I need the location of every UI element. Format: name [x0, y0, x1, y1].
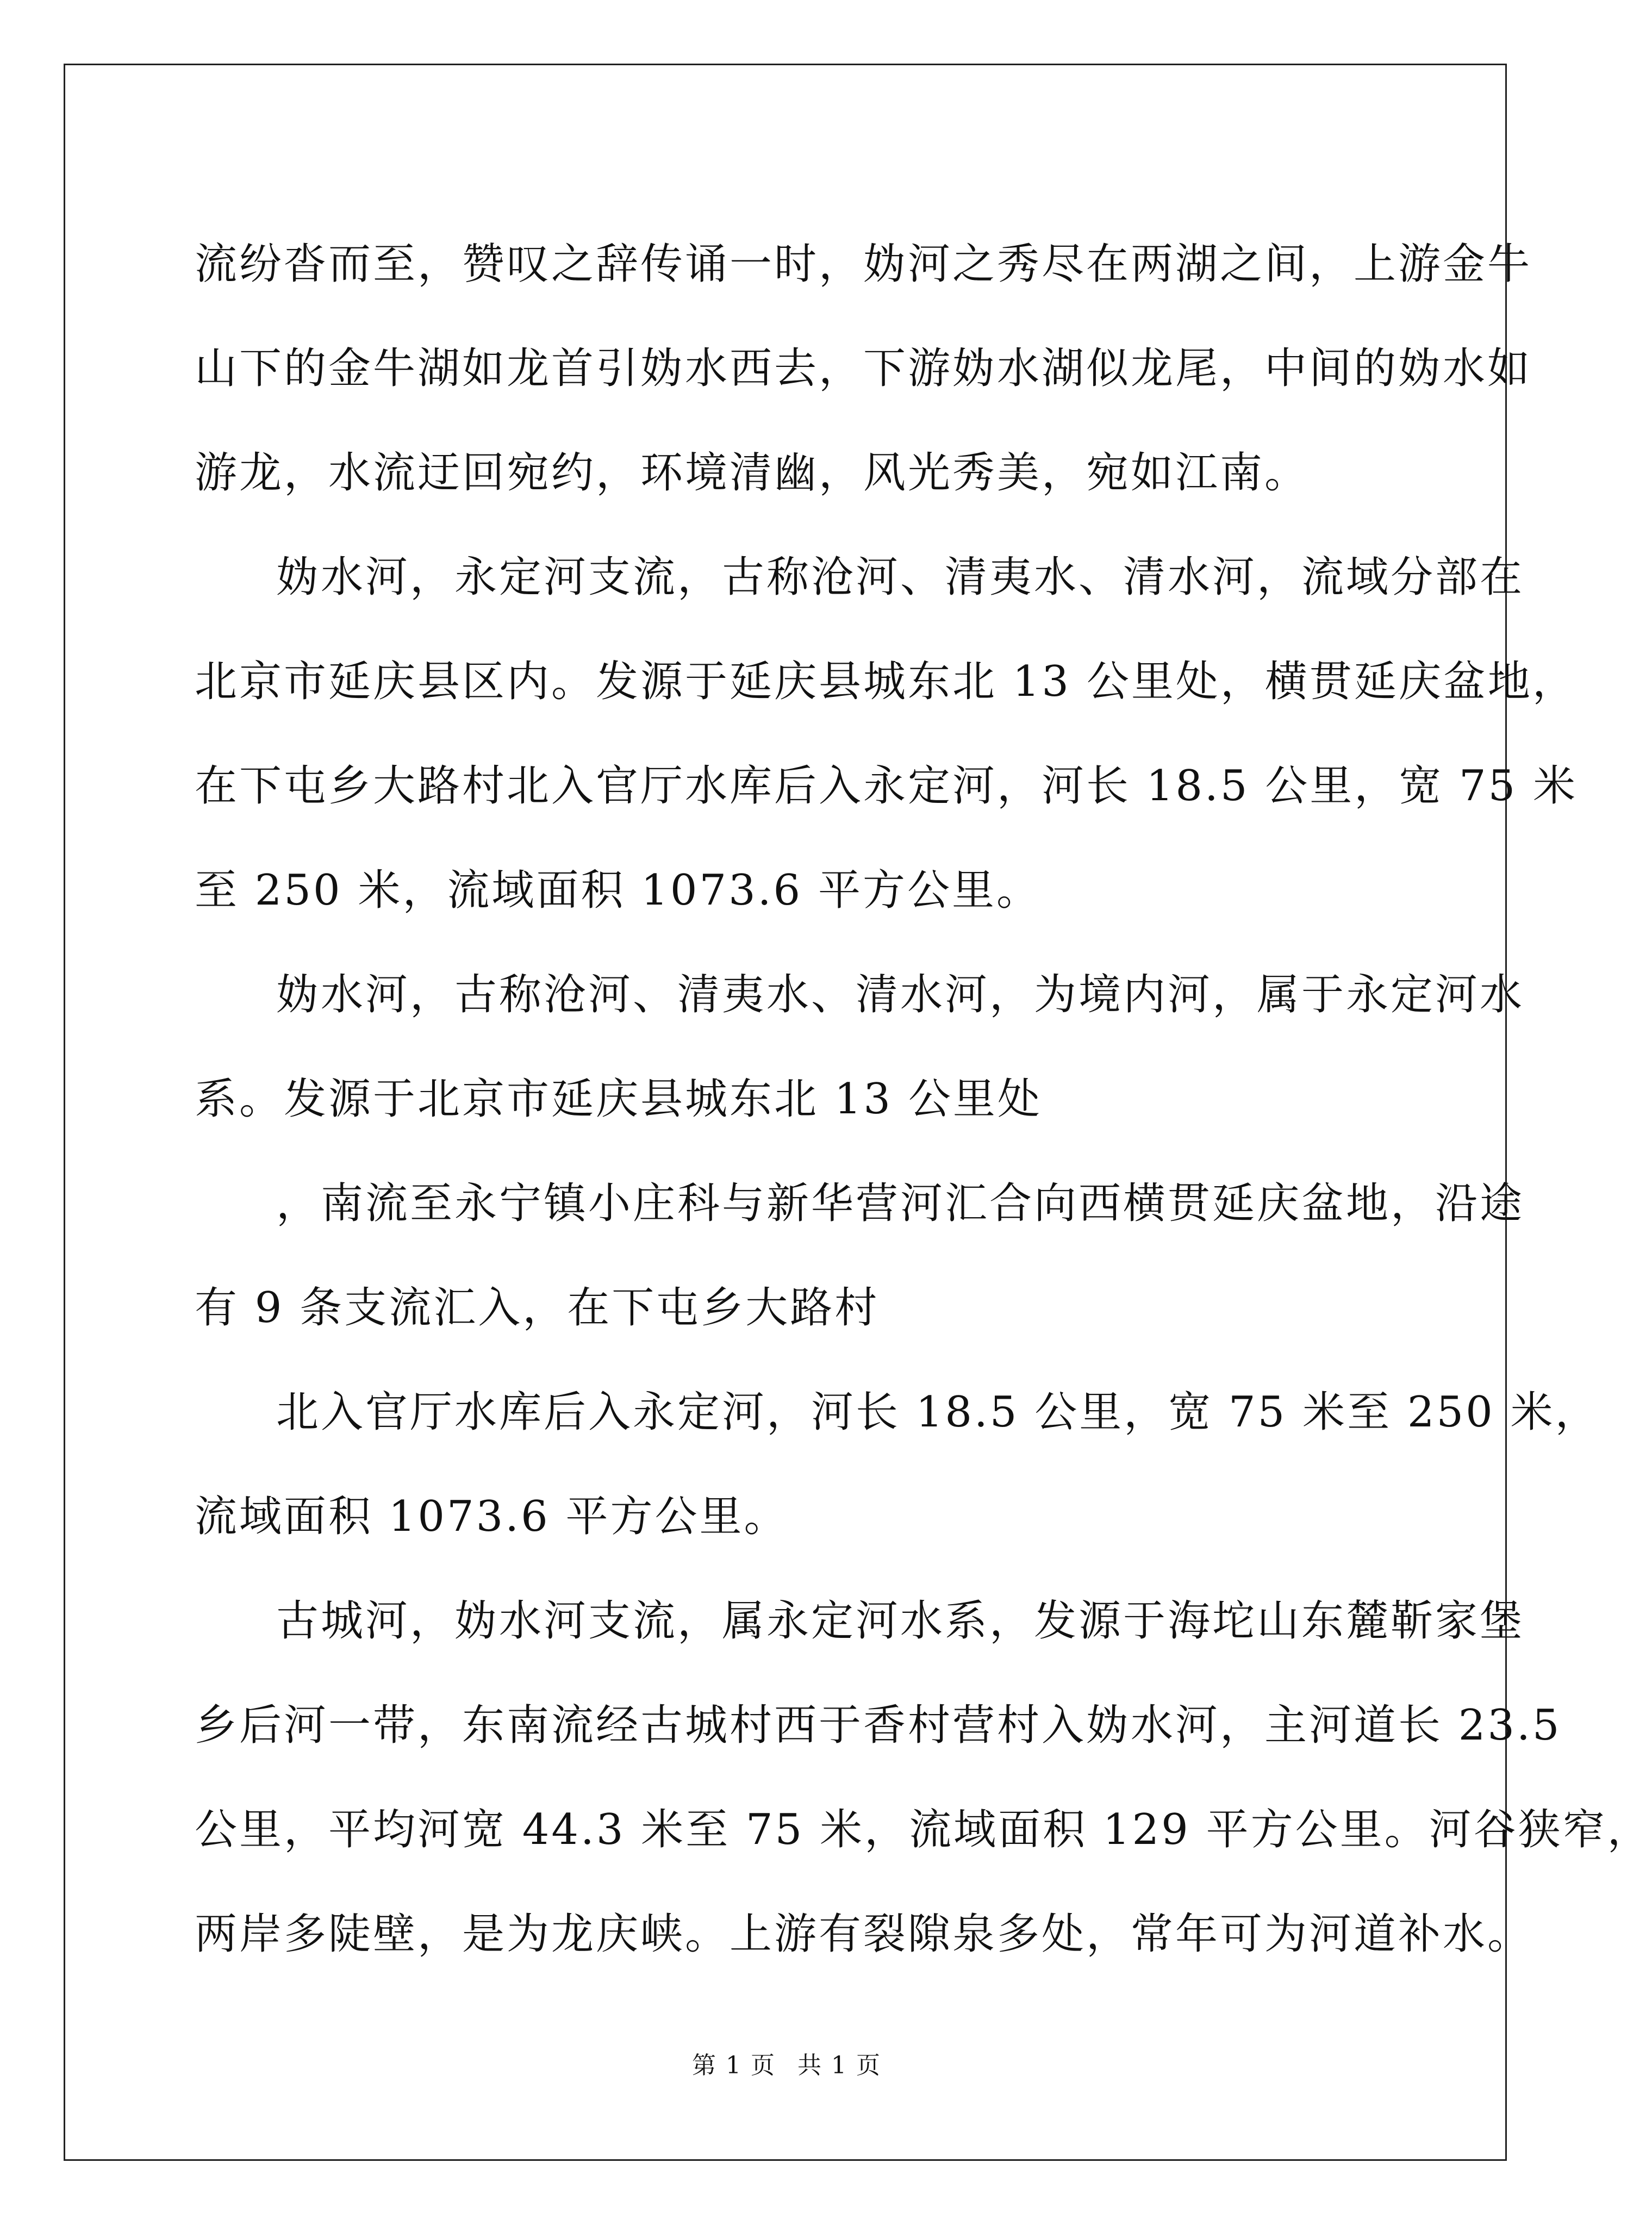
text-line: 乡后河一带，东南流经古城村西于香村营村入妫水河，主河道长 23.5 [195, 1701, 1562, 1750]
text-line: 至 250 米，流域面积 1073.6 平方公里。 [195, 866, 1041, 915]
text-line: 两岸多陡壁，是为龙庆峡。上游有裂隙泉多处，常年可为河道补水。 [195, 1910, 1532, 1959]
paragraph-first-line: 妫水河，永定河支流，古称沧河、清夷水、清水河，流域分部在 [276, 553, 1525, 602]
page-number: 第 1 页 [692, 2052, 776, 2079]
text-line: 公里，平均河宽 44.3 米至 75 米，流域面积 129 平方公里。河谷狭窄， [195, 1805, 1652, 1854]
text-line: 有 9 条支流汇入，在下屯乡大路村 [195, 1283, 880, 1332]
text-line: 北京市延庆县区内。发源于延庆县城东北 13 公里处，横贯延庆盆地， [195, 657, 1577, 706]
text-line: 流域面积 1073.6 平方公里。 [195, 1492, 789, 1541]
text-line: 系。发源于北京市延庆县城东北 13 公里处 [195, 1075, 1042, 1124]
paragraph-first-line: 妫水河，古称沧河、清夷水、清水河，为境内河，属于永定河水 [276, 970, 1525, 1019]
paragraph-first-line: 古城河，妫水河支流，属永定河水系，发源于海坨山东麓靳家堡 [276, 1597, 1525, 1646]
text-line: 山下的金牛湖如龙首引妫水西去，下游妫水湖似龙尾，中间的妫水如 [195, 344, 1532, 393]
document-body [195, 212, 1652, 1986]
text-line: 游龙，水流迂回宛约，环境清幽，风光秀美，宛如江南。 [195, 448, 1310, 497]
text-line: 流纷沓而至，赞叹之辞传诵一时，妫河之秀尽在两湖之间，上游金牛 [195, 240, 1532, 289]
paragraph-first-line: 北入官厅水库后入永定河，河长 18.5 公里，宽 75 米至 250 米， [276, 1388, 1600, 1437]
paragraph-first-line: ，南流至永宁镇小庄科与新华营河汇合向西横贯延庆盆地，沿途 [276, 1179, 1525, 1228]
page-footer [0, 2049, 1573, 2082]
page-total: 共 1 页 [797, 2052, 881, 2079]
text-line: 在下屯乡大路村北入官厅水库后入永定河，河长 18.5 公里，宽 75 米 [195, 762, 1578, 811]
